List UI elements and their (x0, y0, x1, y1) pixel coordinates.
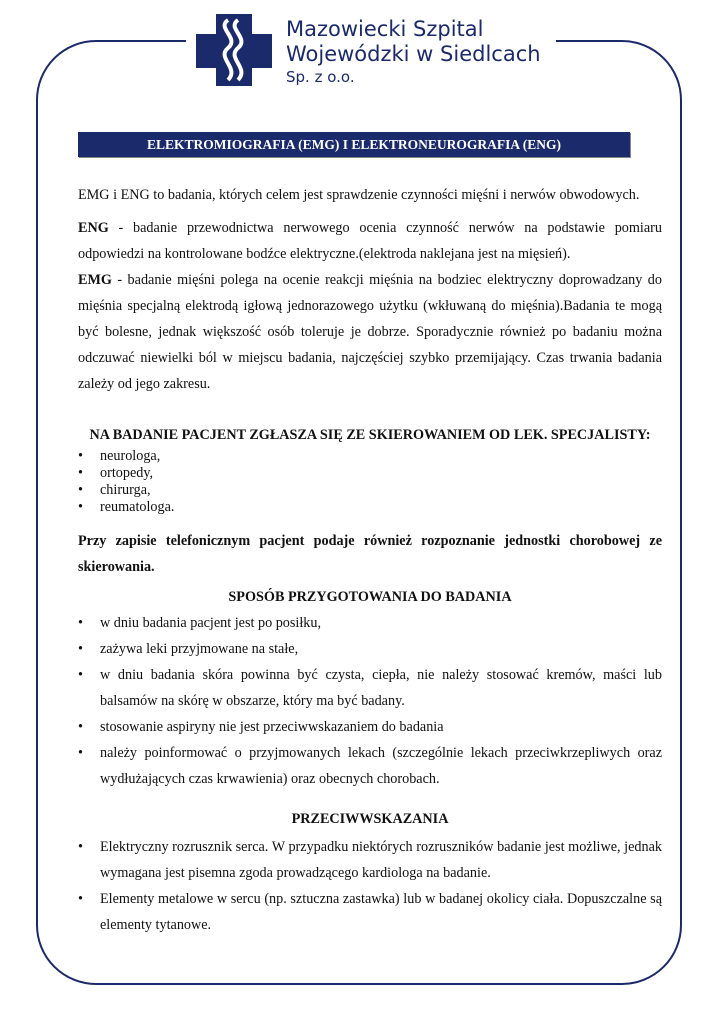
eng-text: - badanie przewodnictwa nerwowego ocenia czynność nerwów na podstawie pomiaru odpowiedzi na kontrolowane bodźce elektryczne.(elektroda naklejana jest na mięsień). (78, 220, 662, 262)
bullet-icon: • (78, 615, 83, 631)
contraindications-heading: PRZECIWWSKAZANIA (291, 811, 449, 827)
bullet-icon: • (78, 448, 83, 464)
bullet-icon: • (78, 839, 83, 855)
list-item: • w dniu badania pacjent jest po posiłku, (78, 610, 662, 636)
intro-paragraph: EMG i ENG to badania, których celem jest sprawdzenie czynności mięśni i nerwów obwodowych. (78, 187, 640, 203)
emg-term: EMG (78, 272, 112, 288)
list-item: • Elementy metalowe w sercu (np. sztuczna zastawka) lub w badanej okolicy ciała. Dopuszczalne są elementy tytanowe. (78, 886, 662, 938)
list-item: • zażywa leki przyjmowane na stałe, (78, 636, 662, 662)
hospital-logo (194, 12, 554, 92)
bullet-icon: • (78, 745, 83, 761)
emg-text: - badanie mięśni polega na ocenie reakcji mięśnia na bodziec elektryczny doprowadzany do mięśnia specjalną elektrodą igłową jednorazowego użytku (wkłuwaną do mięśnia).Badania te mogą być bolesne, jednak większość osób toleruje je dobrze. Sporadycznie również po badaniu można odczuwać niewielki ból w miejscu badania, najczęściej szybko przemijający. Czas trwania badania zależy od jego zakresu. (78, 272, 662, 392)
list-item: • należy poinformować o przyjmowanych lekach (szczególnie lekach przeciwkrzepliwych oraz wydłużających czas krwawienia) oraz obecnych chorobach. (78, 740, 662, 792)
list-item: • w dniu badania skóra powinna być czysta, ciepła, nie należy stosować kremów, maści lub balsamów na skórę w obszarze, który ma być badany. (78, 662, 662, 714)
document-body (78, 182, 662, 938)
document-title: ELEKTROMIOGRAFIA (EMG) I ELEKTRONEUROGRAFIA (ENG) (78, 132, 630, 157)
preparation-heading: SPOSÓB PRZYGOTOWANIA DO BADANIA (228, 589, 512, 605)
hospital-cross-icon (194, 12, 274, 88)
list-item: • reumatologa. (78, 499, 175, 515)
bullet-icon: • (78, 891, 83, 907)
bullet-icon: • (78, 719, 83, 735)
logo-line-1: Mazowiecki Szpital (286, 17, 484, 41)
bullet-icon: • (78, 641, 83, 657)
bullet-icon: • (78, 667, 83, 683)
bullet-icon: • (78, 499, 83, 515)
list-item: • Elektryczny rozrusznik serca. W przypadku niektórych rozruszników badanie jest możliwe, jednak wymagana jest pisemna zgoda prowadzącego kardiologa na badanie. (78, 834, 662, 886)
emg-paragraph (78, 267, 662, 397)
list-item: • stosowanie aspiryny nie jest przeciwwskazaniem do badania (78, 714, 662, 740)
referral-list (78, 448, 662, 516)
logo-line-3: Sp. z o.o. (286, 68, 355, 87)
list-item: • neurologa, (78, 448, 161, 464)
referral-heading: NA BADANIE PACJENT ZGŁASZA SIĘ ZE SKIEROWANIEM OD LEK. SPECJALISTY: (89, 427, 651, 443)
bullet-icon: • (78, 465, 83, 481)
phone-note: Przy zapisie telefonicznym pacjent podaje również rozpoznanie jednostki chorobowej ze skierowania. (78, 533, 662, 575)
bullet-icon: • (78, 482, 83, 498)
logo-line-2: Wojewódzki w Siedlcach (286, 42, 541, 67)
eng-term: ENG (78, 220, 109, 236)
list-item: • chirurga, (78, 482, 151, 498)
list-item: • ortopedy, (78, 465, 154, 481)
preparation-list (78, 610, 662, 792)
eng-paragraph (78, 215, 662, 267)
contraindications-list (78, 834, 662, 938)
